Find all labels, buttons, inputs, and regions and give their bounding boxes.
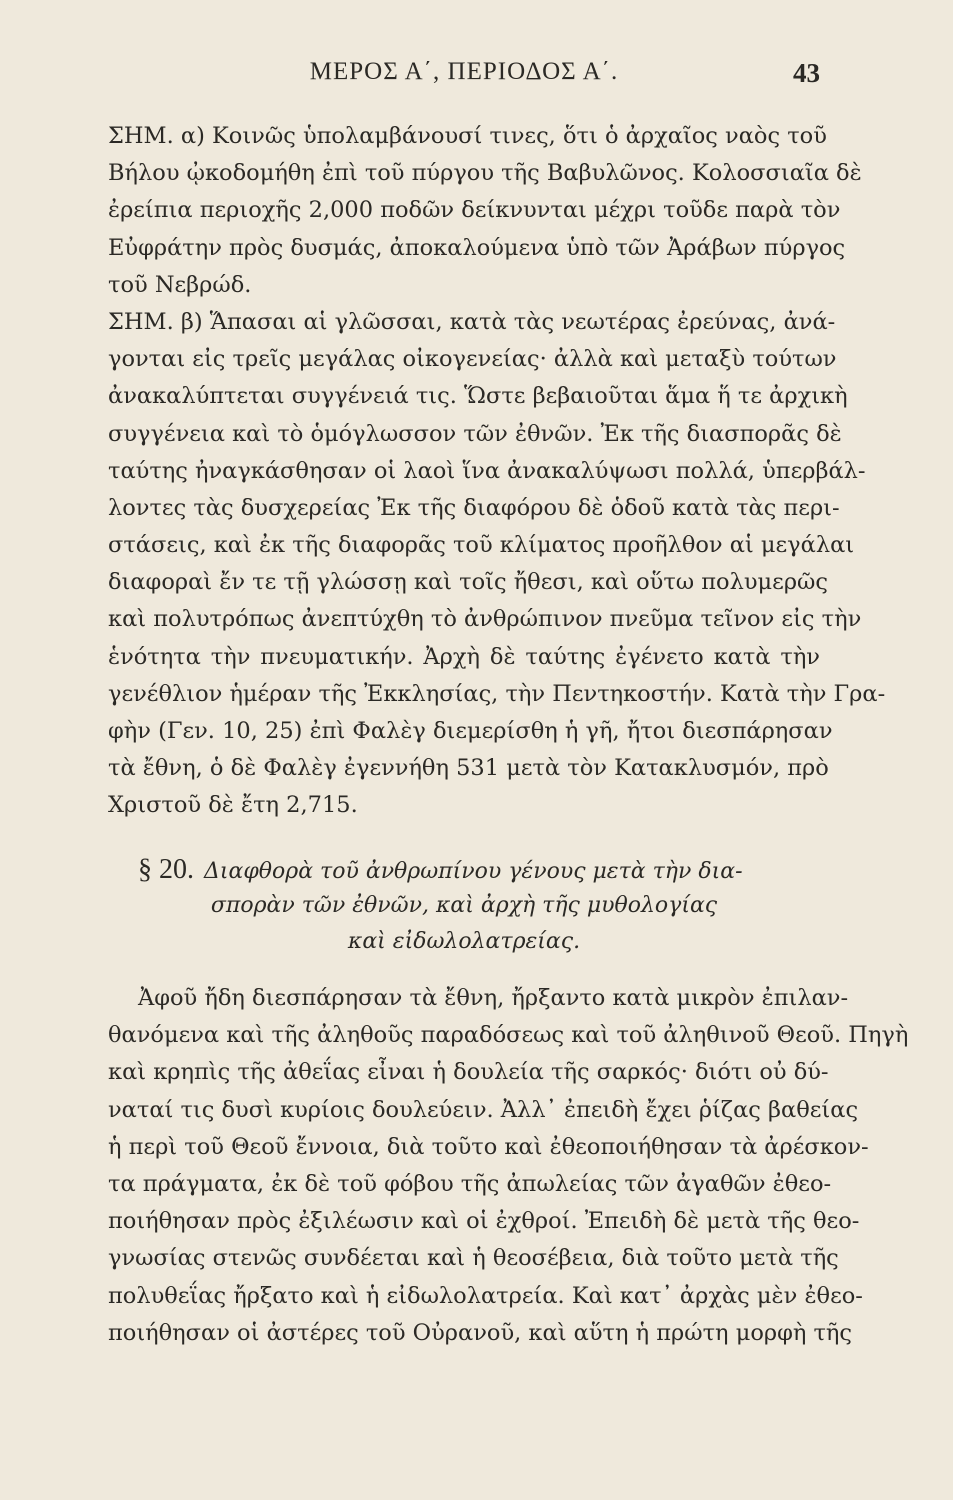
body-line: καὶ κρηπὶς τῆς ἀθεΐας εἶναι ἡ δουλεία τῆς σαρκός· διότι οὐ δύ-: [108, 1059, 829, 1086]
section-title-text: Διαφθορὰ τοῦ ἀνθρωπίνου γένους μετὰ τὴν δια-: [204, 859, 743, 884]
body-line: γνωσίας στενῶς συνδέεται καὶ ἡ θεοσέβεια, διὰ τοῦτο μετὰ τῆς: [108, 1245, 839, 1272]
note-line: Βήλου ᾠκοδομήθη ἐπὶ τοῦ πύργου τῆς Βαβυλῶνος. Κολοσσιαῖα δὲ: [108, 160, 862, 187]
body-line: ποιήθησαν οἱ ἀστέρες τοῦ Οὐρανοῦ, καὶ αὕτη ἡ πρώτη μορφὴ τῆς: [108, 1319, 853, 1346]
note-line: ἑνότητα τὴν πνευματικήν. Ἀρχὴ δὲ ταύτης ἐγένετο κατὰ τὴν: [108, 643, 820, 670]
note-line: λοντες τὰς δυσχερείας Ἐκ τῆς διαφόρου δὲ ὁδοῦ κατὰ τὰς περι-: [108, 494, 840, 521]
body-line: ἡ περὶ τοῦ Θεοῦ ἔννοια, διὰ τοῦτο καὶ ἐθεοποιήθησαν τὰ ἀρέσκον-: [108, 1133, 869, 1160]
note-line: ΣΗΜ. β) Ἅπασαι αἱ γλῶσσαι, κατὰ τὰς νεωτέρας ἐρεύνας, ἀνά-: [108, 308, 836, 335]
note-line: Εὐφράτην πρὸς δυσμάς, ἀποκαλούμενα ὑπὸ τῶν Ἀράβων πύργος: [108, 234, 846, 261]
body-line: Ἀφοῦ ἤδη διεσπάρησαν τὰ ἔθνη, ἤρξαντο κατὰ μικρὸν ἐπιλαν-: [138, 985, 849, 1011]
body-line: ποιήθησαν πρὸς ἐξιλέωσιν καὶ οἱ ἐχθροί. Ἐπειδὴ δὲ μετὰ τῆς θεο-: [108, 1208, 860, 1235]
body-line: θανόμενα καὶ τῆς ἀληθοῦς παραδόσεως καὶ τοῦ ἀληθινοῦ Θεοῦ. Πηγὴ: [108, 1022, 909, 1049]
body-text: [108, 980, 909, 1352]
note-line: φὴν (Γεν. 10, 25) ἐπὶ Φαλὲγ διεμερίσθη ἡ γῆ, ἤτοι διεσπάρησαν: [108, 718, 833, 744]
note-line: τὰ ἔθνη, ὁ δὲ Φαλὲγ ἐγεννήθη 531 μετὰ τὸν Κατακλυσμόν, πρὸ: [108, 755, 829, 782]
page-header: [108, 58, 820, 94]
note-line: συγγένεια καὶ τὸ ὁμόγλωσσον τῶν ἐθνῶν. Ἐκ τῆς διασπορᾶς δὲ: [108, 420, 842, 447]
body-line: ναταί τις δυσὶ κυρίοις δουλεύειν. Ἀλλ᾽ ἐπειδὴ ἔχει ῥίζας βαθείας: [108, 1096, 859, 1123]
note-line: ταύτης ἠναγκάσθησαν οἱ λαοὶ ἵνα ἀνακαλύψωσι πολλά, ὑπερβάλ-: [108, 457, 866, 484]
note-line: γονται εἰς τρεῖς μεγάλας οἰκογενείας· ἀλλὰ καὶ μεταξὺ τούτων: [108, 346, 837, 373]
notes-block: [108, 118, 886, 825]
note-line: διαφοραὶ ἔν τε τῇ γλώσσῃ καὶ τοῖς ἤθεσι, καὶ οὕτω πολυμερῶς: [108, 569, 828, 596]
note-line: καὶ πολυτρόπως ἀνεπτύχθη τὸ ἀνθρώπινον πνεῦμα τεῖνον εἰς τὴν: [108, 606, 862, 633]
note-line: τοῦ Νεβρώδ.: [108, 271, 252, 298]
note-line: ΣΗΜ. α) Κοινῶς ὑπολαμβάνουσί τινες, ὅτι ὁ ἀρχαῖος ναὸς τοῦ: [108, 123, 827, 149]
body-line: πολυθεΐας ἤρξατο καὶ ἡ εἰδωλολατρεία. Καὶ κατ᾽ ἀρχὰς μὲν ἐθεο-: [108, 1282, 863, 1309]
note-line: ἀνακαλύπτεται συγγένειά τις. Ὥστε βεβαιοῦται ἅμα ἥ τε ἀρχικὴ: [108, 383, 848, 410]
body-line: τα πράγματα, ἐκ δὲ τοῦ φόβου τῆς ἀπωλείας τῶν ἀγαθῶν ἐθεο-: [108, 1170, 832, 1197]
note-line: στάσεις, καὶ ἐκ τῆς διαφορᾶς τοῦ κλίματος προῆλθον αἱ μεγάλαι: [108, 532, 855, 559]
page-number: 43: [793, 58, 820, 88]
running-head: ΜΕΡΟΣ Α΄, ΠΕΡΙΟΔΟΣ Α΄.: [309, 58, 619, 85]
section-heading: [108, 852, 820, 960]
section-number: § 20.: [138, 854, 194, 885]
note-line: ἐρείπια περιοχῆς 2,000 ποδῶν δείκνυνται μέχρι τοῦδε παρὰ τὸν: [108, 197, 841, 224]
note-line: Χριστοῦ δὲ ἔτη 2,715.: [108, 792, 358, 819]
section-title-line: καὶ εἰδωλολατρείας.: [347, 929, 581, 954]
section-title-line: [108, 852, 820, 888]
note-line: γενέθλιον ἡμέραν τῆς Ἐκκλησίας, τὴν Πεντηκοστήν. Κατὰ τὴν Γρα-: [108, 680, 886, 707]
section-title-line: σπορὰν τῶν ἐθνῶν, καὶ ἀρχὴ τῆς μυθολογίας: [210, 893, 718, 918]
